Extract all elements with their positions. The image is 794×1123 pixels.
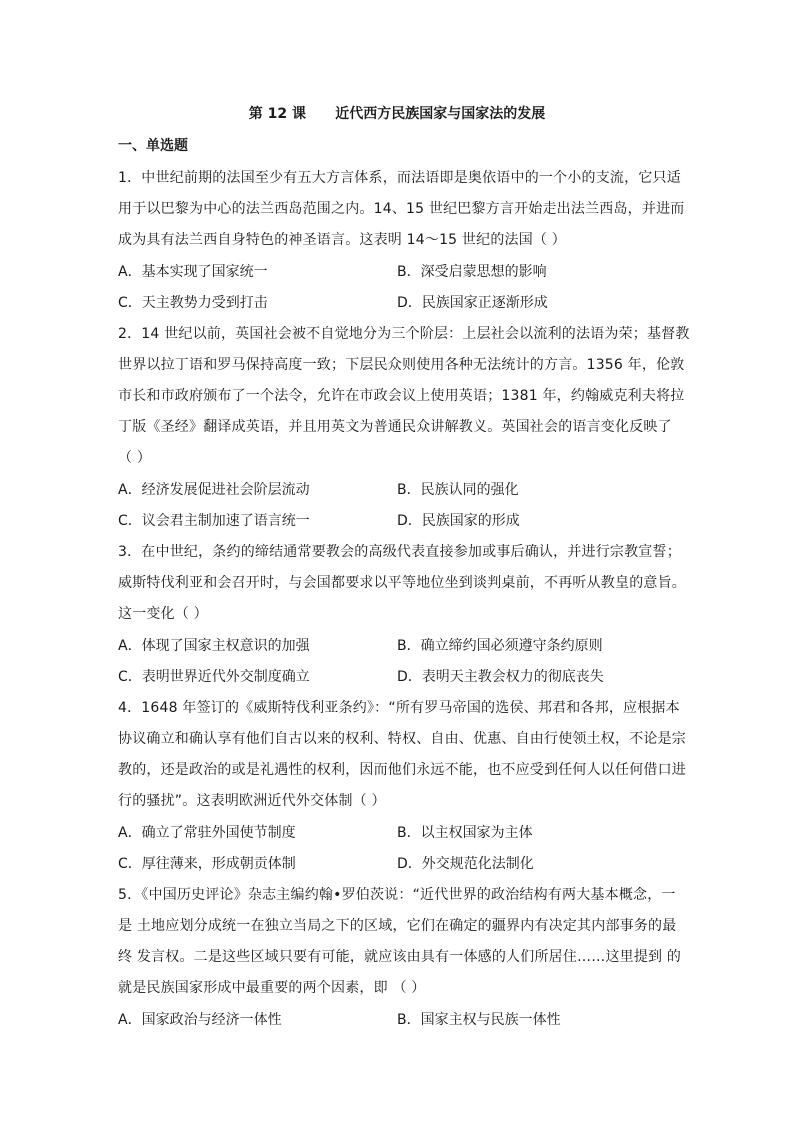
q2-line-1: 2．14 世纪以前，英国社会被不自觉地分为三个阶层：上层社会以流利的法语为荣；基督教 (118, 326, 690, 342)
q1-option-d: D．民族国家正逐渐形成 (397, 295, 548, 311)
q2-option-b: B．民族认同的强化 (397, 482, 519, 498)
q4-option-b: B．以主权国家为主体 (397, 825, 533, 841)
q4-option-d: D．外交规范化法制化 (397, 856, 534, 872)
q3-line-1: 3．在中世纪，条约的缔结通常要教会的高级代表直接参加或事后确认，并进行宗教宣誓； (118, 544, 681, 560)
q4-line-1: 4．1648 年签订的《威斯特伐利亚条约》：“所有罗马帝国的选侯、邦君和各邦，应根据本 (118, 700, 680, 716)
q5-option-a: A．国家政治与经济一体性 (118, 1012, 282, 1028)
q1-option-c: C．天主教势力受到打击 (118, 295, 268, 311)
q2-line-2: 世界以拉丁语和罗马保持高度一致；下层民众则使用各种无法统计的方言。1356 年，伦敦 (118, 357, 685, 373)
section-heading: 一、单选题 (118, 138, 188, 154)
q1-line-1: 1．中世纪前期的法国至少有五大方言体系，而法语即是奥依语中的一个小的支流，它只适 (118, 170, 681, 186)
q5-option-b: B．国家主权与民族一体性 (397, 1012, 561, 1028)
q4-line-3: 教的，还是政治的或是礼遇性的权利，因而他们永远不能，也不应受到任何人以任何借口进 (118, 762, 686, 778)
q4-line-4: 行的骚扰”。这表明欧洲近代外交体制（ ） (118, 793, 386, 809)
q1-option-a: A．基本实现了国家统一 (118, 264, 268, 280)
q2-line-3: 市长和市政府颁布了一个法令，允许在市政会议上使用英语；1381 年，约翰威克利夫将拉 (118, 388, 685, 404)
q5-line-2: 是 土地应划分成统一在独立当局之下的区域，它们在确定的疆界内有决定其内部事务的最 (118, 918, 677, 934)
q5-line-3: 终 发言权。二是这些区域只要有可能，就应该由具有一体感的人们所居住……这里提到 的 (118, 949, 682, 965)
q3-option-d: D．表明天主教会权力的彻底丧失 (397, 669, 604, 685)
q4-option-a: A．确立了常驻外国使节制度 (118, 825, 296, 841)
q1-line-2: 用于以巴黎为中心的法兰西岛范围之内。14、15 世纪巴黎方言开始走出法兰西岛，并进而 (118, 201, 685, 217)
q2-option-d: D．民族国家的形成 (397, 513, 520, 529)
q1-line-3: 成为具有法兰西自身特色的神圣语言。这表明 14～15 世纪的法国（ ） (118, 232, 566, 248)
q2-option-a: A．经济发展促进社会阶层流动 (118, 482, 310, 498)
q2-line-4: 丁版《圣经》翻译成英语，并且用英文为普通民众讲解教义。英国社会的语言变化反映了 (118, 419, 672, 435)
q1-option-b: B．深受启蒙思想的影响 (397, 264, 547, 280)
q4-line-2: 协议确立和确认享有他们自古以来的权利、特权、自由、优惠、自由行使领土权，不论是宗 (118, 731, 686, 747)
q2-option-c: C．议会君主制加速了语言统一 (118, 513, 310, 529)
q2-line-5: （ ） (118, 450, 152, 466)
q4-option-c: C．厚往薄来，形成朝贡体制 (118, 856, 296, 872)
q3-option-b: B．确立缔约国必须遵守条约原则 (397, 638, 603, 654)
q3-option-a: A．体现了国家主权意识的加强 (118, 638, 310, 654)
page-title: 第 12 课 近代西方民族国家与国家法的发展 (248, 106, 546, 122)
q3-line-3: 这一变化（ ） (118, 606, 208, 622)
q5-line-1: 5．《中国历史评论》杂志主编约翰•罗伯茨说：“近代世界的政治结构有两大基本概念，一 (118, 887, 676, 903)
q3-option-c: C．表明世界近代外交制度确立 (118, 669, 310, 685)
q3-line-2: 威斯特伐利亚和会召开时，与会国都要求以平等地位坐到谈判桌前，不再听从教皇的意旨。 (118, 575, 686, 591)
q5-line-4: 就是民族国家形成中最重要的两个因素，即 （ ） (118, 980, 426, 996)
